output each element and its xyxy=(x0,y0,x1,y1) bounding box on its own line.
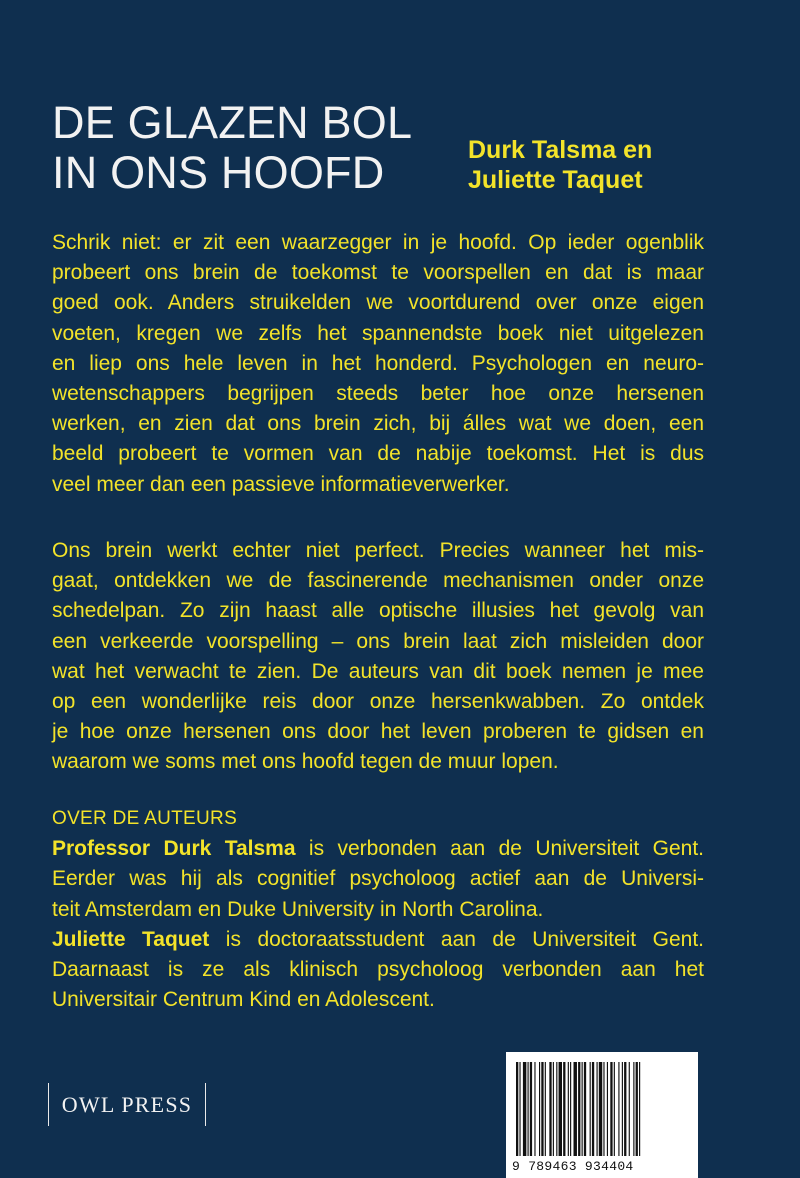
barcode-bar xyxy=(599,1062,602,1156)
blurb-line: schedelpan. Zo zijn haast alle optische illusies het gevolg van xyxy=(52,599,704,623)
about-line: teit Amsterdam en Duke University in North Carolina. xyxy=(52,897,544,921)
barcode-bar xyxy=(618,1062,619,1156)
barcode-bar xyxy=(629,1062,630,1156)
about-heading: OVER DE AUTEURS xyxy=(52,808,238,829)
book-authors xyxy=(468,135,652,195)
blurb-line: beeld probeert te vormen van de nabije toekomst. Het is dus xyxy=(52,442,704,466)
barcode-bar xyxy=(578,1062,580,1156)
barcode-bar xyxy=(523,1062,526,1156)
author1-line-rest: is verbonden aan de Universiteit Gent. xyxy=(295,837,704,861)
barcode-bar xyxy=(519,1062,520,1156)
author1-name: Professor Durk Talsma xyxy=(52,837,296,861)
barcode-bar xyxy=(624,1062,626,1156)
barcode xyxy=(506,1052,698,1178)
barcode-bar xyxy=(636,1062,638,1156)
barcode-bar xyxy=(633,1062,634,1156)
barcode-bar xyxy=(549,1062,551,1156)
barcode-bar xyxy=(610,1062,612,1156)
blurb-line: wat het verwacht te zien. De auteurs van dit boek nemen je mee xyxy=(52,659,704,683)
barcode-bar xyxy=(614,1062,615,1156)
about-line xyxy=(52,925,704,955)
blurb-line: Ons brein werkt echter niet perfect. Precies wanneer het mis- xyxy=(52,539,704,562)
about-line: Universitair Centrum Kind en Adolescent. xyxy=(52,988,435,1012)
blurb-line: waarom we soms met ons hoofd tegen de muur lopen. xyxy=(52,750,559,774)
author2-name: Juliette Taquet xyxy=(52,927,210,951)
book-title xyxy=(52,98,432,198)
barcode-bar xyxy=(534,1062,535,1156)
publisher-logo xyxy=(48,1083,206,1126)
blurb-paragraph-2 xyxy=(52,536,704,778)
barcode-bar xyxy=(528,1062,529,1156)
barcode-bar xyxy=(622,1062,623,1156)
blurb-line: veel meer dan een passieve informatieverwerker. xyxy=(52,472,510,496)
author2-line-rest: is doctoraatsstudent aan de Universiteit Gent. xyxy=(209,927,704,951)
authors-line-1: Durk Talsma en xyxy=(468,136,653,164)
blurb-line: werken, en zien dat ons brein zich, bij álles wat we doen, een xyxy=(52,412,704,436)
title-line-1: DE GLAZEN BOL xyxy=(52,97,413,148)
barcode-bar xyxy=(574,1062,577,1156)
blurb-line: voeten, kregen we zelfs het spannendste boek niet uitgelezen xyxy=(52,321,704,345)
barcode-bar xyxy=(530,1062,532,1156)
barcode-bar xyxy=(603,1062,604,1156)
blurb-line: probeert ons brein de toekomst te voorspellen en dat is maar xyxy=(52,261,704,285)
about-authors-section xyxy=(52,804,704,1015)
about-line: Eerder was hij als cognitief psycholoog actief aan de Universi- xyxy=(52,867,704,891)
blurb-line: Schrik niet: er zit een waarzegger in je hoofd. Op ieder ogenblik xyxy=(52,231,704,254)
barcode-icon xyxy=(516,1062,688,1156)
barcode-bar xyxy=(553,1062,554,1156)
blurb-line: goed ook. Anders struikelden we voortdurend over onze eigen xyxy=(52,291,704,315)
barcode-bar xyxy=(607,1062,608,1156)
about-line: Daarnaast is ze als klinisch psycholoog verbonden aan het xyxy=(52,958,704,982)
barcode-bar xyxy=(597,1062,598,1156)
blurb-line: op een wonderlijke reis door onze hersenkwabben. Zo ontdek xyxy=(52,690,704,714)
barcode-bar xyxy=(539,1062,540,1156)
barcode-bar xyxy=(584,1062,586,1156)
barcode-bar xyxy=(563,1062,565,1156)
barcode-number: 9 789463 934404 xyxy=(512,1159,634,1174)
blurb-line: wetenschappers begrijpen steeds beter hoe onze hersenen xyxy=(52,382,704,406)
barcode-bar xyxy=(545,1062,546,1156)
about-line xyxy=(52,834,704,864)
barcode-bar xyxy=(639,1062,640,1156)
blurb-paragraph-1 xyxy=(52,228,704,500)
barcode-bar xyxy=(556,1062,557,1156)
barcode-bar xyxy=(592,1062,594,1156)
barcode-bar xyxy=(541,1062,543,1156)
blurb-line: je hoe onze hersenen ons door het leven proberen te gidsen en xyxy=(52,720,704,744)
blurb-line: en liep ons hele leven in het honderd. Psychologen en neuro- xyxy=(52,351,704,375)
publisher-name: OWL PRESS xyxy=(61,1091,193,1117)
barcode-bar xyxy=(590,1062,591,1156)
barcode-bar xyxy=(582,1062,583,1156)
blurb-line: gaat, ontdekken we de fascinerende mechanismen onder onze xyxy=(52,569,704,593)
barcode-bar xyxy=(559,1062,562,1156)
authors-line-2: Juliette Taquet xyxy=(468,166,643,194)
blurb-line: een verkeerde voorspelling – ons brein laat zich misleiden door xyxy=(52,629,704,653)
barcode-bar xyxy=(570,1062,571,1156)
barcode-bar xyxy=(516,1062,518,1156)
title-line-2: IN ONS HOOFD xyxy=(52,147,385,198)
barcode-bar xyxy=(568,1062,569,1156)
